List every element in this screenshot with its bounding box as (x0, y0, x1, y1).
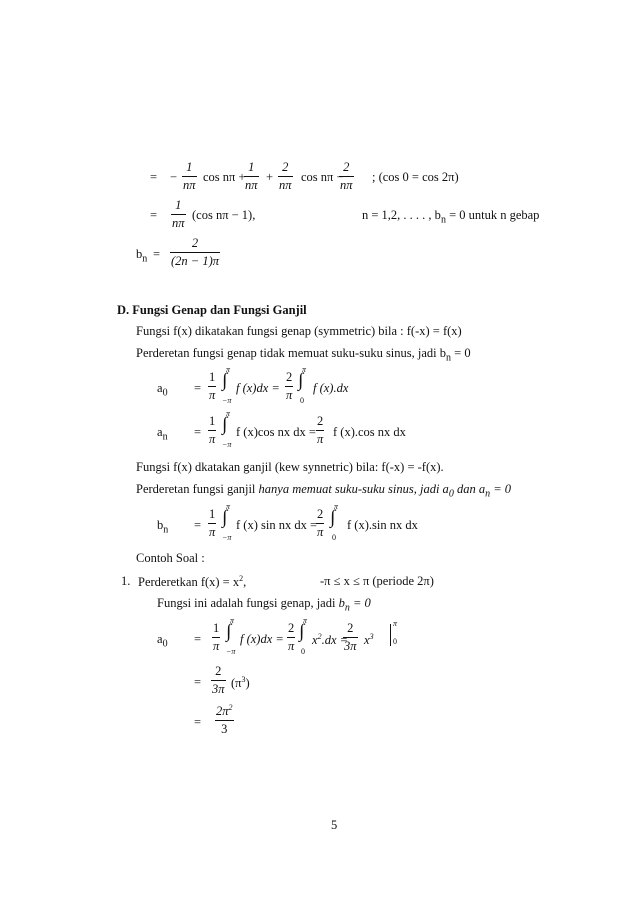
minus-sign: − (170, 170, 178, 184)
equals-sign: = (194, 425, 202, 439)
integral-sign: ∫ (226, 621, 232, 642)
subscript: 0 (162, 387, 168, 399)
an-label (157, 425, 168, 443)
fraction (212, 621, 220, 654)
numerator: 2 (215, 664, 222, 678)
denominator: nπ (245, 178, 258, 192)
integrand: f (x).cos nx dx (333, 425, 406, 439)
integrand-part: x (312, 633, 318, 648)
paragraph (136, 482, 511, 500)
superscript: 2 (239, 574, 244, 583)
integral-upper: π (230, 616, 235, 625)
paragraph-part: Fungsi ini adalah fungsi genap, jadi (157, 596, 339, 610)
paragraph-part: dan a (453, 482, 486, 496)
denominator: π (288, 639, 295, 653)
fraction (208, 507, 216, 540)
denominator: π (317, 525, 324, 539)
integrand-part: x (364, 633, 370, 648)
integrand: f (x)cos nx dx = (236, 425, 316, 439)
paragraph-part: = 0 (349, 596, 371, 610)
subscript: n (142, 253, 148, 265)
integral-lower: −π (222, 440, 232, 449)
equals-sign: = (194, 632, 202, 646)
subscript: 0 (448, 488, 454, 500)
note-part: = 0 untuk n gebap (445, 208, 540, 222)
denominator: (2n − 1)π (171, 254, 220, 268)
paragraph (157, 596, 371, 614)
integrand-part: .dx = (321, 633, 349, 648)
integral-upper: π (226, 365, 231, 374)
fraction (278, 160, 293, 193)
numerator: 2 (282, 160, 289, 174)
numerator (215, 703, 234, 720)
paragraph: Fungsi f(x) dkatakan ganjil (kew synnetric) bila: f(-x) = -f(x). (136, 460, 444, 474)
note-part: n = 1,2, . . . . , b (362, 208, 441, 222)
integral-lower: −π (222, 396, 232, 405)
equals-sign: = (153, 247, 161, 261)
math-text: (cos nπ − 1), (192, 208, 256, 222)
subscript: n (485, 488, 491, 500)
list-item-part: Perderetkan f(x) = x (138, 575, 240, 590)
superscript: 3 (369, 632, 374, 641)
fraction (287, 621, 295, 654)
paragraph-part: b (338, 596, 345, 610)
integrand: f (x) sin nx dx = (236, 518, 317, 532)
math-text (231, 675, 250, 691)
integral-sign: ∫ (222, 414, 228, 435)
fraction (343, 621, 358, 654)
bn-label (157, 518, 168, 536)
paragraph-part: Perderetan fungsi genap tidak memuat suku-suku sinus, jadi b (136, 346, 447, 360)
list-item (138, 574, 246, 590)
integral-upper: π (226, 502, 231, 511)
label-letter: a (157, 381, 163, 395)
integral-lower: 0 (300, 396, 304, 405)
integral-lower: −π (226, 647, 236, 656)
integrand: f (x)dx = (236, 381, 280, 395)
bar-upper: π (393, 619, 398, 628)
numerator: 1 (175, 198, 182, 212)
integral-sign: ∫ (222, 370, 228, 391)
integrand: f (x).dx (313, 381, 349, 395)
subscript: n (344, 602, 350, 614)
subscript: n (440, 214, 446, 226)
integral-upper: π (302, 365, 307, 374)
numerator: 2 (288, 621, 295, 635)
numerator: 2 (343, 160, 350, 174)
numerator: 2 (286, 370, 293, 384)
paragraph-part: = 0 (490, 482, 511, 496)
integral-upper: π (303, 616, 308, 625)
list-number: 1. (121, 574, 131, 588)
paragraph: Fungsi f(x) dikatakan fungsi genap (symmetric) bila : f(-x) = f(x) (136, 324, 462, 338)
superscript: 3 (241, 675, 246, 684)
note-text (362, 208, 539, 226)
note-text: ; (cos 0 = cos 2π) (372, 170, 459, 184)
math-part: ) (245, 676, 250, 691)
numerator: 1 (186, 160, 193, 174)
math-text: cos nπ + (203, 170, 246, 184)
integral-sign: ∫ (298, 370, 304, 391)
denominator: π (317, 432, 324, 446)
math-text: cos nπ − (301, 170, 344, 184)
fraction (316, 414, 324, 447)
denominator: 3π (212, 682, 225, 696)
denominator: π (213, 639, 220, 653)
paragraph-part: hanya memuat suku-suku sinus, jadi a (258, 482, 449, 496)
numerator: 1 (213, 621, 220, 635)
denominator: π (209, 388, 216, 402)
denominator: 3π (344, 639, 357, 653)
equals-sign: = (194, 715, 202, 729)
fraction (244, 160, 259, 193)
integral-lower: 0 (332, 533, 336, 542)
a0-label (157, 632, 168, 650)
integral-lower: 0 (301, 647, 305, 656)
subscript: n (163, 524, 169, 536)
numerator: 1 (209, 507, 216, 521)
numerator: 2 (347, 621, 354, 635)
subscript: n (162, 431, 168, 443)
numerator-part: 2π (216, 704, 229, 719)
page-number: 5 (331, 818, 338, 832)
fraction (182, 160, 197, 193)
math-part: (π (231, 676, 242, 691)
integral-sign: ∫ (299, 621, 305, 642)
subscript: 0 (162, 638, 168, 650)
integrand: f (x)dx = (240, 632, 284, 646)
superscript: 2 (317, 632, 322, 641)
integrand (364, 632, 374, 648)
integral-lower: −π (222, 533, 232, 542)
fraction (208, 370, 216, 403)
example-title: Contoh Soal : (136, 551, 205, 565)
equals-sign: = (150, 170, 158, 184)
list-item-part: , (243, 575, 247, 590)
label-letter: b (136, 247, 143, 261)
integral-sign: ∫ (222, 507, 228, 528)
fraction (285, 370, 293, 403)
bn-label (136, 247, 147, 265)
denominator: π (209, 432, 216, 446)
denominator: π (209, 525, 216, 539)
fraction (339, 160, 354, 193)
paragraph-part: = 0 (451, 346, 471, 360)
integral-upper: π (334, 502, 339, 511)
label-letter: a (157, 425, 163, 439)
integral-upper: π (226, 409, 231, 418)
fraction (170, 236, 220, 269)
fraction (316, 507, 324, 540)
integrand: f (x).sin nx dx (347, 518, 418, 532)
fraction (208, 414, 216, 447)
equals-sign: = (194, 518, 202, 532)
fraction (211, 664, 226, 697)
equals-sign: = (194, 381, 202, 395)
range-text: -π ≤ x ≤ π (periode 2π) (320, 574, 434, 588)
plus-sign: + (266, 170, 274, 184)
numerator: 2 (317, 414, 324, 428)
denominator: π (286, 388, 293, 402)
paragraph-part: Perderetan fungsi ganjil (136, 482, 259, 496)
subscript: n (446, 352, 452, 364)
label-letter: a (157, 632, 163, 646)
evaluation-bar (390, 624, 391, 646)
superscript: 2 (228, 703, 233, 712)
paragraph (136, 346, 471, 364)
fraction (215, 703, 234, 737)
a0-label (157, 381, 168, 399)
label-letter: b (157, 518, 164, 532)
equals-sign: = (150, 208, 158, 222)
numerator: 2 (317, 507, 324, 521)
denominator: nπ (279, 178, 292, 192)
integral-sign: ∫ (330, 507, 336, 528)
numerator: 1 (209, 414, 216, 428)
fraction (171, 198, 186, 231)
denominator: nπ (340, 178, 353, 192)
numerator: 2 (191, 236, 199, 250)
section-heading: D. Fungsi Genap dan Fungsi Ganjil (117, 303, 307, 317)
denominator: nπ (172, 216, 185, 230)
bar-lower: 0 (393, 637, 397, 646)
numerator: 1 (248, 160, 255, 174)
equals-sign: = (194, 675, 202, 689)
denominator: nπ (183, 178, 196, 192)
numerator: 1 (209, 370, 216, 384)
denominator: 3 (215, 720, 234, 737)
